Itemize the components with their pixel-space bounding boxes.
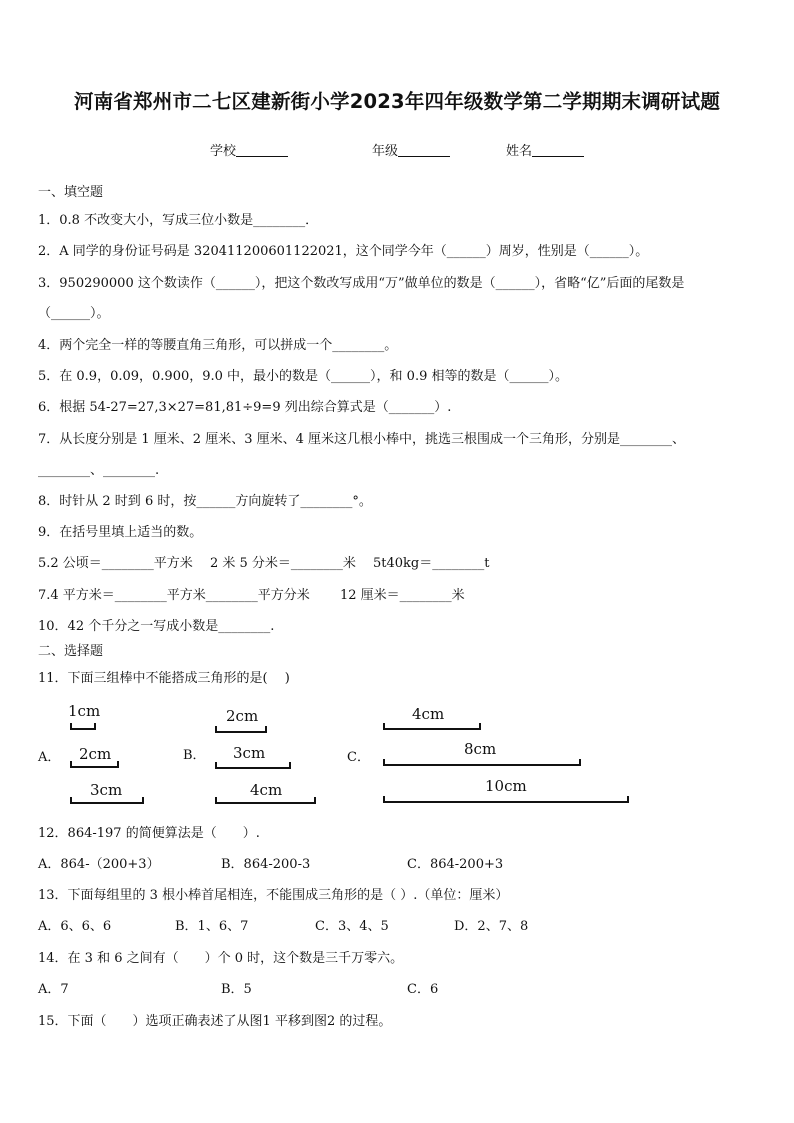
q12-option-c[interactable]: C．864-200+3: [407, 857, 504, 872]
stick-b3: [215, 797, 316, 804]
q13-option-c[interactable]: C．3、4、5: [315, 919, 389, 934]
stick-b3-label: 4cm: [250, 781, 283, 799]
section-fill-heading: 一、填空题: [38, 185, 104, 200]
question-2: 2．A 同学的身份证号码是 320411200601122021，这个同学今年（______）周岁，性别是（______）。: [38, 244, 649, 259]
grade-label: 年级: [372, 144, 399, 159]
school-label: 学校: [210, 144, 237, 159]
q12-option-b[interactable]: B．864-200-3: [221, 857, 311, 872]
q13-option-b[interactable]: B．1、6、7: [175, 919, 249, 934]
name-blank[interactable]: [532, 143, 584, 157]
question-14: 14．在 3 和 6 之间有（ ）个 0 时，这个数是三千万零六。: [38, 951, 404, 966]
question-13: 13．下面每组里的 3 根小棒首尾相连，不能围成三角形的是（ ）.（单位：厘米）: [38, 888, 509, 903]
q13-option-d[interactable]: D．2、7、8: [454, 919, 529, 934]
stick-c1: [383, 723, 481, 730]
name-label: 姓名: [506, 144, 533, 159]
stick-a3-label: 3cm: [90, 781, 123, 799]
school-blank[interactable]: [236, 143, 288, 157]
stick-b1: [215, 726, 267, 733]
section-choice-heading: 二、选择题: [38, 644, 104, 659]
stick-a3: [70, 797, 144, 804]
school-field: [210, 140, 288, 159]
question-3: 3．950290000 这个数读作（______），把这个数改写成用“万”做单位的数是（______），省略“亿”后面的尾数是: [38, 276, 685, 291]
question-11: 11．下面三组棒中不能搭成三角形的是( ): [38, 671, 290, 686]
question-3-continued: （______）。: [38, 306, 110, 321]
question-5: 5．在 0.9，0.09，0.900，9.0 中，最小的数是（______），和 0.9 相等的数是（______）。: [38, 369, 568, 384]
question-15: 15．下面（ ）选项正确表述了从图1 平移到图2 的过程。: [38, 1014, 392, 1029]
stick-b2-label: 3cm: [233, 744, 266, 762]
stick-a2: [70, 761, 119, 768]
question-12: 12．864-197 的简便算法是（ ）.: [38, 826, 260, 841]
stick-b2: [215, 762, 291, 769]
question-1: 1．0.8 不改变大小，写成三位小数是________．: [38, 213, 319, 228]
stick-c1-label: 4cm: [412, 705, 445, 723]
q12-option-a[interactable]: A．864-（200+3）: [38, 857, 160, 872]
option-a-label: A．: [38, 750, 61, 765]
grade-field: [372, 140, 450, 159]
question-4: 4．两个完全一样的等腰直角三角形，可以拼成一个________。: [38, 338, 398, 353]
q14-option-b[interactable]: B．5: [221, 982, 252, 997]
grade-blank[interactable]: [398, 143, 450, 157]
stick-c3: [383, 796, 629, 803]
option-c-label: C．: [347, 750, 370, 765]
q14-option-c[interactable]: C．6: [407, 982, 439, 997]
stick-c2: [383, 759, 581, 766]
question-9-row-1: 5.2 公顷＝________平方米 2 米 5 分米＝________米 5t40kg＝________t: [38, 556, 490, 571]
stick-c2-label: 8cm: [464, 740, 497, 758]
exam-title: 河南省郑州市二七区建新街小学2023年四年级数学第二学期期末调研试题: [73, 90, 721, 113]
question-9-row-2: 7.4 平方米＝________平方米________平方分米 12 厘米＝________米: [38, 588, 465, 603]
q14-option-a[interactable]: A．7: [38, 982, 69, 997]
stick-b1-label: 2cm: [226, 707, 259, 725]
question-10: 10．42 个千分之一写成小数是________.: [38, 619, 275, 634]
question-6: 6．根据 54-27=27,3×27=81,81÷9=9 列出综合算式是（_______）.: [38, 400, 452, 415]
question-7: 7．从长度分别是 1 厘米、2 厘米、3 厘米、4 厘米这几根小棒中，挑选三根围成一个三角形，分别是________、: [38, 432, 686, 447]
question-8: 8．时针从 2 时到 6 时，按______方向旋转了________°。: [38, 494, 372, 509]
q13-option-a[interactable]: A．6、6、6: [38, 919, 112, 934]
stick-a1-label: 1cm: [68, 702, 101, 720]
stick-a2-label: 2cm: [79, 745, 112, 763]
stick-a1: [70, 723, 96, 730]
question-7-continued: ________、________.: [38, 463, 160, 478]
name-field: [506, 140, 584, 159]
question-9: 9．在括号里填上适当的数。: [38, 525, 203, 540]
option-b-label: B．: [183, 748, 206, 763]
stick-c3-label: 10cm: [485, 777, 527, 795]
